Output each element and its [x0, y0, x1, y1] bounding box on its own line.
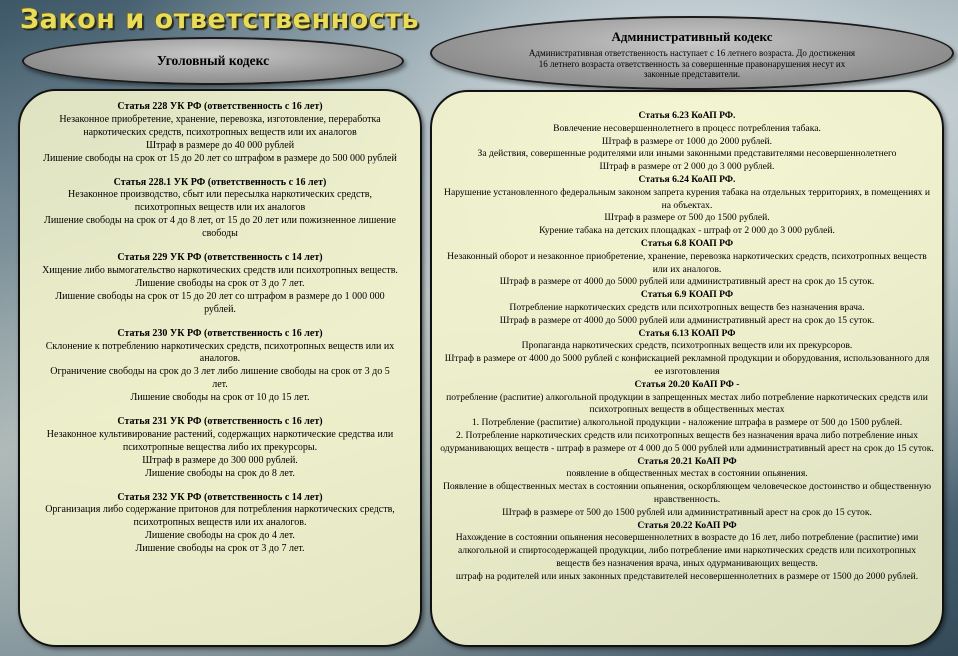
admin-code-panel — [430, 90, 944, 647]
article-text: Штраф в размере от 500 до 1500 рублей или административный арест на срок до 15 суток. — [502, 506, 872, 518]
article-text: Незаконное приобретение, хранение, перевозка, изготовление, переработка наркотических средств, психотропных веществ или их аналогов — [59, 113, 381, 138]
article-block — [440, 328, 934, 379]
article-text: Незаконное культивирование растений, содержащих наркотические средства или психотропные вещества либо их прекурсоры. — [46, 428, 394, 453]
article-block — [440, 520, 934, 584]
article-heading: Статья 6.13 КОАП РФ — [638, 327, 736, 339]
article-heading: Статья 231 УК РФ (ответственность с 16 лет) — [117, 416, 323, 428]
article-block — [42, 101, 398, 166]
article-block — [42, 177, 398, 242]
article-text: Ограничение свободы на срок до 3 лет либо лишение свободы на срок от 3 до 5 лет. — [50, 366, 390, 391]
article-heading: Статья 6.23 КоАП РФ. — [638, 110, 736, 121]
article-block — [440, 174, 934, 238]
article-text: Лишение свободы на срок от 10 до 15 лет. — [130, 392, 310, 404]
article-text: Лишение свободы на срок до 4 лет. — [145, 530, 295, 542]
article-block — [42, 416, 398, 481]
article-text: Лишение свободы на срок до 8 лет. — [145, 467, 295, 479]
article-text: Лишение свободы на срок от 3 до 7 лет. — [135, 277, 305, 289]
article-text: Появление в общественных местах в состоянии опьянения, оскорбляющем человеческое достоинство и общественную нравственность. — [442, 481, 932, 505]
article-text: Пропаганда наркотических средств, психотропных веществ или их прекурсоров. — [521, 340, 853, 352]
article-text: Лишение свободы на срок от 3 до 7 лет. — [135, 543, 305, 555]
article-heading: Статья 229 УК РФ (ответственность с 14 лет) — [117, 252, 323, 264]
article-text: Вовлечение несовершеннолетнего в процесс потребления табака. — [553, 122, 821, 134]
criminal-code-panel — [18, 89, 422, 647]
article-heading: Статья 20.20 КоАП РФ - — [634, 378, 740, 390]
article-heading: Статья 6.24 КоАП РФ. — [638, 173, 736, 185]
article-text: Штраф в размере от 500 до 1500 рублей. — [604, 212, 770, 224]
article-text: появление в общественных местах в состоянии опьянения. — [566, 468, 808, 480]
article-text: штраф на родителей или иных законных представителей несовершеннолетних в размере от 1500 до 2000 рублей. — [455, 570, 919, 582]
article-heading: Статья 6.9 КОАП РФ — [640, 289, 734, 301]
article-heading: Статья 20.21 КоАП РФ — [637, 455, 737, 467]
article-text: Штраф в размере до 40 000 рублей — [145, 139, 295, 151]
article-text: потребление (распитие) алкогольной продукции в запрещенных местах либо потребление наркотических средств или психотропных веществ в общественных местах — [446, 391, 928, 416]
article-block — [440, 289, 934, 327]
page-title: Закон и ответственность — [20, 4, 420, 35]
article-text: 2. Потребление наркотических средств или психотропных веществ без назначения врача либо потребление иных одурманивающих веществ - штраф в размере от 4 000 до 5 000 рублей или административный арест на срок до 15 суток. — [440, 429, 934, 454]
article-heading: Статья 20.22 КоАП РФ — [637, 519, 737, 531]
criminal-code-label: Уголовный кодекс — [156, 53, 270, 68]
article-heading: Статья 230 УК РФ (ответственность с 16 лет) — [117, 327, 323, 339]
criminal-code-header — [22, 37, 404, 85]
article-block — [440, 238, 934, 289]
article-text: Штраф в размере от 1000 до 2000 рублей. — [601, 135, 773, 147]
article-text: Штраф в размере до 300 000 рублей. — [142, 454, 298, 466]
article-text: Организация либо содержание притонов для потребления наркотических средств, психотропных веществ или их аналогов. — [45, 504, 395, 529]
article-block — [440, 110, 934, 174]
article-text: Склонение к потреблению наркотических средств, психотропных веществ или их аналогов. — [45, 340, 395, 365]
article-text: За действия, совершенные родителями или иными законными представителями несовершеннолетнего — [477, 148, 897, 160]
article-text: Лишение свободы на срок от 4 до 8 лет, от 15 до 20 лет или пожизненное лишение свободы — [44, 215, 396, 240]
article-block — [42, 328, 398, 405]
article-text: Лишение свободы на срок от 15 до 20 лет со штрафом в размере до 500 000 рублей — [43, 152, 397, 164]
article-text: 1. Потребление (распитие) алкогольной продукции - наложение штрафа в размере от 500 до 1500 рублей. — [471, 417, 903, 429]
article-text: Нахождение в состоянии опьянения несовершеннолетних в возрасте до 16 лет, либо потребление (распитие) ими алкогольной и спиртосодержащей продукции, либо потребление ими наркотических средств или психотропных веществ без назначения врача, иных одурманивающих веществ. — [455, 532, 919, 569]
article-text: Штраф в размере от 4000 до 5000 рублей с конфискацией рекламной продукции и оборудования, использованного для ее изготовления — [444, 353, 930, 377]
article-text: Нарушение установленного федеральным законом запрета курения табака на отдельных территориях, в помещениях и на объектах. — [444, 186, 930, 211]
article-text: Незаконный оборот и незаконное приобретение, хранение, перевозка наркотических средств, психотропных веществ или их аналогов. — [447, 250, 927, 275]
article-text: Штраф в размере от 2 000 до 3 000 рублей. — [599, 161, 775, 173]
admin-code-header — [430, 16, 954, 90]
admin-code-description: Административная ответственность наступает с 16 летнего возраста. До достижения 16 летнего возраста ответственность за совершенные правонарушения несут их законные представители. — [528, 48, 856, 79]
article-text: Лишение свободы на срок от 15 до 20 лет со штрафом в размере до 1 000 000 рублей. — [55, 290, 385, 315]
article-text: Хищение либо вымогательство наркотических средств или психотропных веществ. — [42, 264, 398, 276]
admin-code-label: Административный кодекс — [611, 29, 773, 44]
article-text: Штраф в размере от 4000 до 5000 рублей или административный арест на срок до 15 суток. — [499, 314, 875, 326]
article-block — [440, 456, 934, 520]
article-heading: Статья 232 УК РФ (ответственность с 14 лет) — [117, 491, 323, 503]
article-block — [440, 379, 934, 456]
article-heading: Статья 228 УК РФ (ответственность с 16 лет) — [117, 101, 323, 112]
article-block — [42, 492, 398, 557]
article-heading: Статья 228.1 УК РФ (ответственность с 16 лет) — [113, 176, 327, 188]
article-text: Штраф в размере от 4000 до 5000 рублей или административный арест на срок до 15 суток. — [499, 276, 875, 288]
article-block — [42, 252, 398, 317]
article-text: Потребление наркотических средств или психотропных веществ без назначения врача. — [509, 301, 865, 313]
article-heading: Статья 6.8 КОАП РФ — [640, 237, 734, 249]
article-text: Курение табака на детских площадках - штраф от 2 000 до 3 000 рублей. — [539, 225, 835, 237]
article-text: Незаконное производство, сбыт или пересылка наркотических средств, психотропных веществ или их аналогов — [67, 189, 372, 214]
